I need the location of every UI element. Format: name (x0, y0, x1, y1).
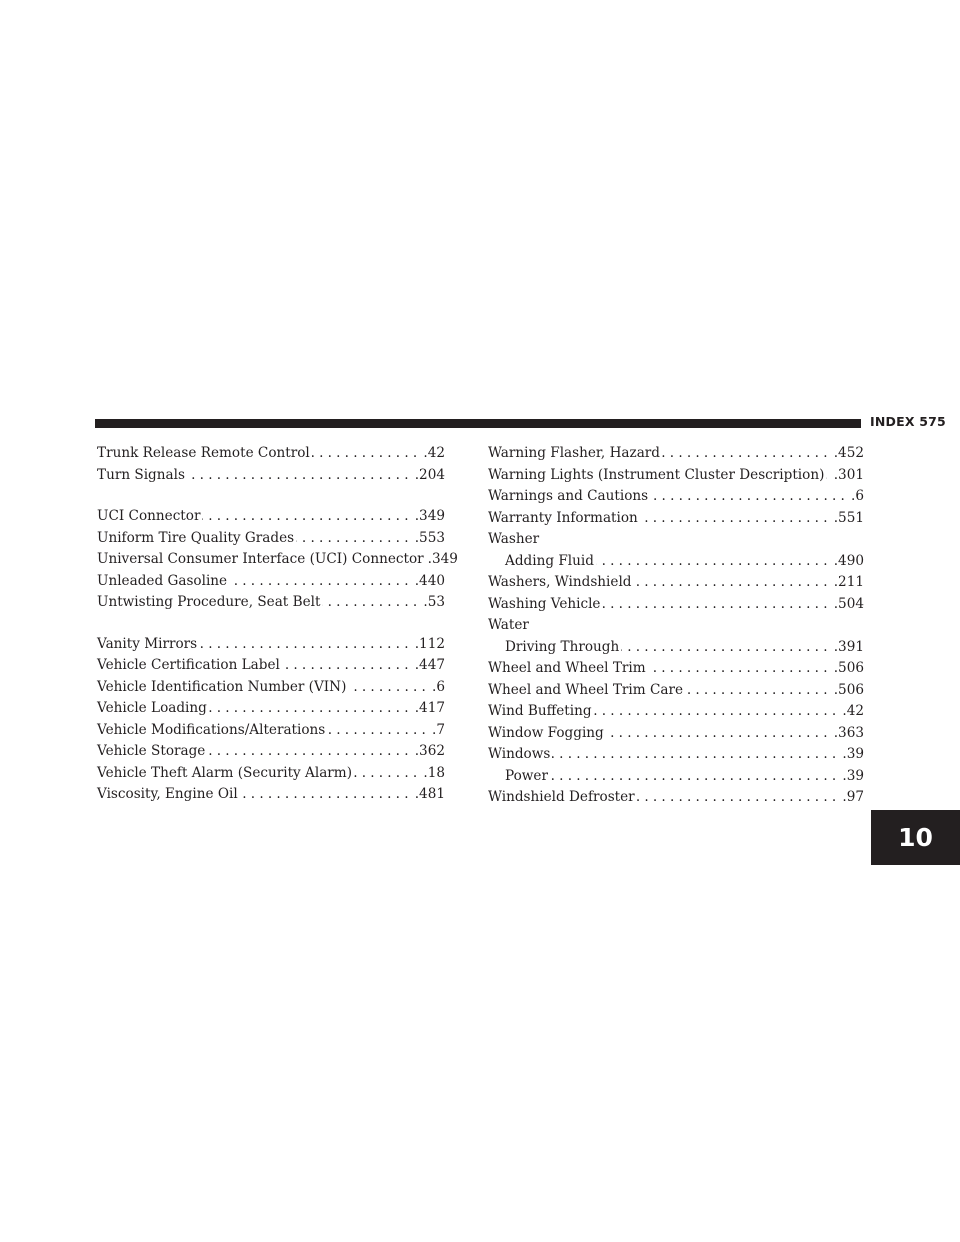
entry-term: Wind Buffeting (488, 703, 592, 719)
entry-term: Windshield Defroster (488, 789, 635, 805)
chapter-tab: 10 (871, 810, 960, 865)
dot-leader (229, 571, 413, 593)
dot-leader (637, 787, 841, 809)
entry-page: .391 (833, 638, 864, 655)
entry-term: UCI Connector (97, 508, 201, 524)
index-entry (488, 465, 864, 487)
entry-term: Washers, Windshield (488, 574, 632, 590)
entry-term: Driving Through (505, 638, 620, 655)
entry-page: .204 (414, 466, 445, 483)
index-entry (97, 741, 445, 763)
index-entry (488, 744, 864, 766)
dot-leader (550, 766, 840, 788)
entry-page: .39 (842, 767, 864, 784)
index-entry (97, 506, 445, 528)
dot-leader (209, 698, 413, 720)
entry-page: .97 (842, 789, 864, 805)
dot-leader (312, 443, 422, 465)
index-entry (97, 655, 445, 677)
index-entry (97, 571, 445, 593)
dot-leader (594, 701, 841, 723)
dot-leader (640, 508, 832, 530)
index-entry (97, 763, 445, 785)
entry-page: .112 (414, 635, 445, 652)
dot-leader (634, 572, 832, 594)
entry-term: Vehicle Loading (97, 700, 207, 716)
dot-leader (327, 720, 430, 742)
entry-page: .301 (833, 466, 864, 483)
dot-leader (606, 723, 832, 745)
entry-page: .42 (842, 703, 864, 719)
dot-leader (240, 784, 413, 806)
entry-term: Washer (488, 531, 540, 547)
index-column-right (488, 443, 864, 809)
dot-leader (199, 634, 413, 656)
entry-term: Vehicle Certification Label (97, 657, 280, 673)
dot-leader (662, 443, 832, 465)
dot-leader (826, 465, 831, 487)
dot-leader (354, 763, 421, 785)
entry-page: .349 (414, 508, 445, 524)
dot-leader (602, 594, 831, 616)
entry-term: Unleaded Gasoline (97, 572, 228, 589)
index-entry (488, 787, 864, 809)
dot-leader (596, 551, 832, 573)
entry-page: .490 (833, 552, 864, 569)
entry-page: .18 (423, 764, 445, 781)
entry-term: Wheel and Wheel Trim (488, 660, 646, 676)
index-entry (488, 594, 864, 616)
entry-term: Power (505, 767, 548, 784)
entry-page: .504 (833, 595, 864, 612)
dot-leader (282, 655, 413, 677)
index-entry (97, 528, 445, 550)
index-subentry (488, 637, 864, 659)
index-column-left (97, 443, 458, 806)
dot-leader (296, 528, 413, 550)
index-entry (97, 698, 445, 720)
index-entry (488, 572, 864, 594)
entry-term: Water (488, 617, 529, 633)
index-entry (488, 701, 864, 723)
entry-page: .553 (414, 529, 445, 546)
entry-page: .42 (423, 445, 445, 461)
dot-leader (207, 741, 412, 763)
entry-page: .452 (833, 445, 864, 461)
index-subentry (488, 551, 864, 573)
dot-leader (187, 465, 413, 487)
entry-term: Viscosity, Engine Oil (97, 786, 238, 802)
entry-term: Warnings and Cautions (488, 488, 649, 504)
entry-term: Vanity Mirrors (97, 635, 198, 652)
entry-term: Universal Consumer Interface (UCI) Connector (97, 551, 424, 567)
dot-leader (650, 486, 849, 508)
index-entry (488, 508, 864, 530)
entry-term: Turn Signals (97, 466, 185, 483)
running-header: INDEX 575 (870, 414, 946, 429)
entry-page: .7 (432, 721, 445, 738)
entry-page: .362 (414, 743, 445, 759)
entry-term: Warranty Information (488, 509, 638, 526)
dot-leader (322, 592, 421, 614)
entry-page: .6 (432, 678, 445, 695)
entry-page: .551 (833, 509, 864, 526)
entry-page: .481 (414, 786, 445, 802)
entry-term: Vehicle Modifications/Alterations (97, 721, 326, 738)
index-entry (488, 615, 864, 637)
entry-page: .349 (427, 551, 458, 567)
dot-leader (685, 680, 832, 702)
dot-leader (348, 677, 430, 699)
entry-page: .39 (842, 746, 864, 762)
index-entry (97, 677, 445, 699)
entry-page: .417 (414, 700, 445, 716)
dot-leader (202, 506, 412, 528)
entry-page: .447 (414, 657, 445, 673)
entry-page: .363 (833, 724, 864, 741)
index-entry (488, 680, 864, 702)
dot-leader (648, 658, 832, 680)
index-entry (97, 465, 445, 487)
entry-page: .506 (833, 681, 864, 698)
entry-term: Windows (488, 746, 551, 762)
entry-term: Vehicle Identification Number (VIN) (97, 678, 347, 695)
entry-term: Window Fogging (488, 724, 604, 741)
index-entry (488, 486, 864, 508)
index-entry (97, 549, 458, 571)
entry-term: Vehicle Theft Alarm (Security Alarm) (97, 764, 353, 781)
index-entry (97, 443, 445, 465)
index-entry (97, 720, 445, 742)
entry-page: .440 (414, 572, 445, 589)
entry-term: Warning Flasher, Hazard (488, 445, 661, 461)
entry-term: Warning Lights (Instrument Cluster Description) (488, 466, 825, 483)
entry-term: Untwisting Procedure, Seat Belt (97, 594, 321, 610)
entry-term: Uniform Tire Quality Grades (97, 529, 295, 546)
entry-page: .506 (833, 660, 864, 676)
entry-page: .6 (851, 488, 864, 504)
index-entry (97, 592, 445, 614)
entry-page: .211 (833, 574, 864, 590)
dot-leader (621, 637, 831, 659)
entry-term: Adding Fluid (505, 552, 594, 569)
index-entry (488, 723, 864, 745)
index-entry (488, 443, 864, 465)
header-rule (95, 419, 861, 428)
dot-leader (552, 744, 840, 766)
index-entry (97, 634, 445, 656)
entry-term: Wheel and Wheel Trim Care (488, 681, 684, 698)
index-entry (488, 658, 864, 680)
index-subentry (488, 766, 864, 788)
entry-page: .53 (423, 594, 445, 610)
entry-term: Vehicle Storage (97, 743, 206, 759)
index-entry (488, 529, 864, 551)
entry-term: Trunk Release Remote Control (97, 445, 310, 461)
index-entry (97, 784, 445, 806)
entry-term: Washing Vehicle (488, 595, 601, 612)
